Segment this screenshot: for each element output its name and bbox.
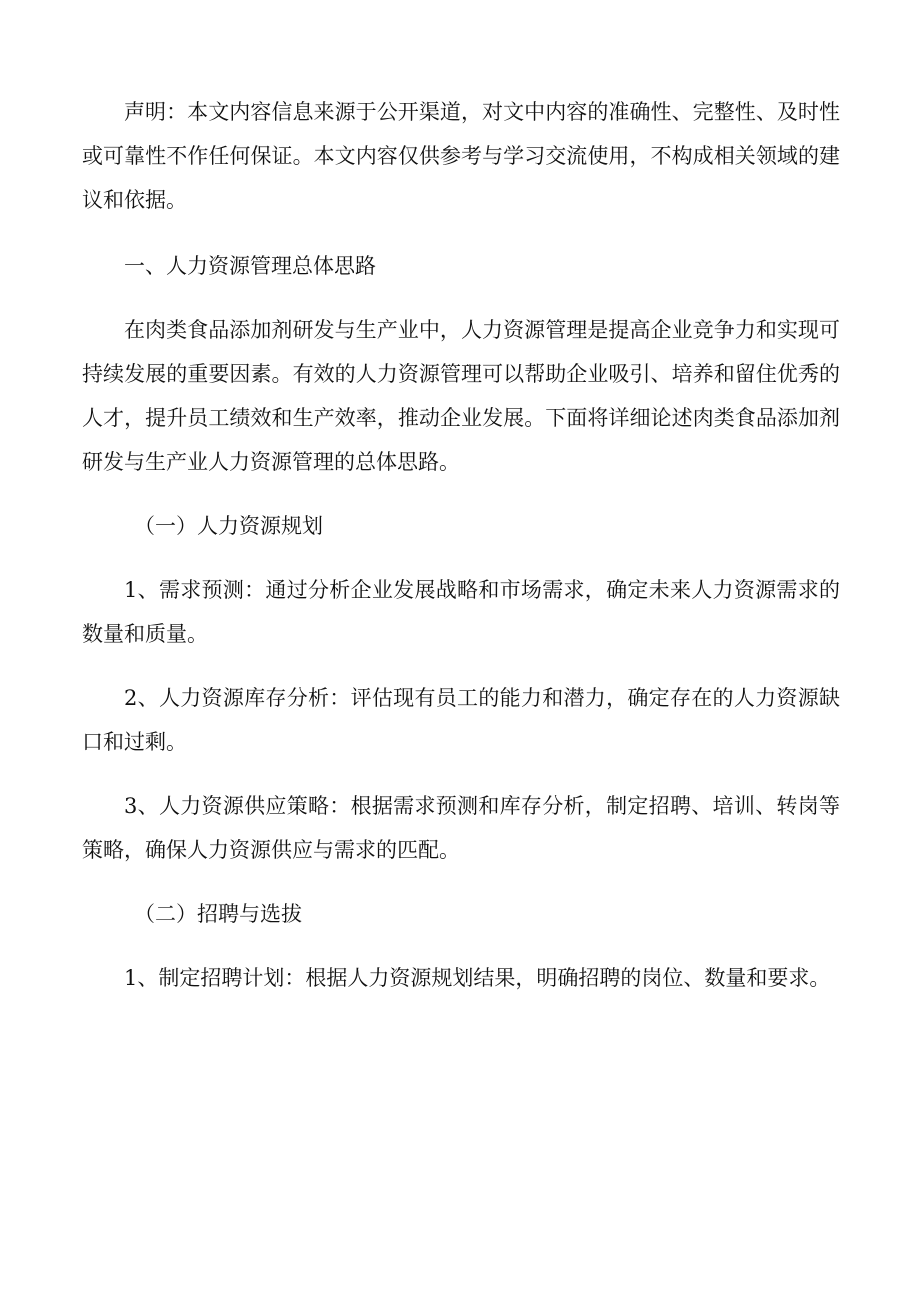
disclaimer-paragraph: 声明：本文内容信息来源于公开渠道，对文中内容的准确性、完整性、及时性或可靠性不作任何保证。本文内容仅供参考与学习交流使用，不构成相关领域的建议和依据。 bbox=[82, 100, 840, 212]
section-intro-paragraph: 在肉类食品添加剂研发与生产业中，人力资源管理是提高企业竞争力和实现可持续发展的重要因素。有效的人力资源管理可以帮助企业吸引、培养和留住优秀的人才，提升员工绩效和生产效率，推动企业发展。下面将详细论述肉类食品添加剂研发与生产业人力资源管理的总体思路。 bbox=[82, 318, 840, 474]
list-item: 3、人力资源供应策略：根据需求预测和库存分析，制定招聘、培训、转岗等策略，确保人力资源供应与需求的匹配。 bbox=[82, 794, 840, 862]
list-item: 1、制定招聘计划：根据人力资源规划结果，明确招聘的岗位、数量和要求。 bbox=[124, 966, 831, 990]
list-item: 2、人力资源库存分析：评估现有员工的能力和潜力，确定存在的人力资源缺口和过剩。 bbox=[82, 686, 840, 754]
subsection-title-planning: （一）人力资源规划 bbox=[134, 514, 323, 538]
list-item: 1、需求预测：通过分析企业发展战略和市场需求，确定未来人力资源需求的数量和质量。 bbox=[82, 578, 840, 646]
section-title: 一、人力资源管理总体思路 bbox=[124, 254, 376, 278]
subsection-title-recruitment: （二）招聘与选拔 bbox=[134, 902, 302, 926]
